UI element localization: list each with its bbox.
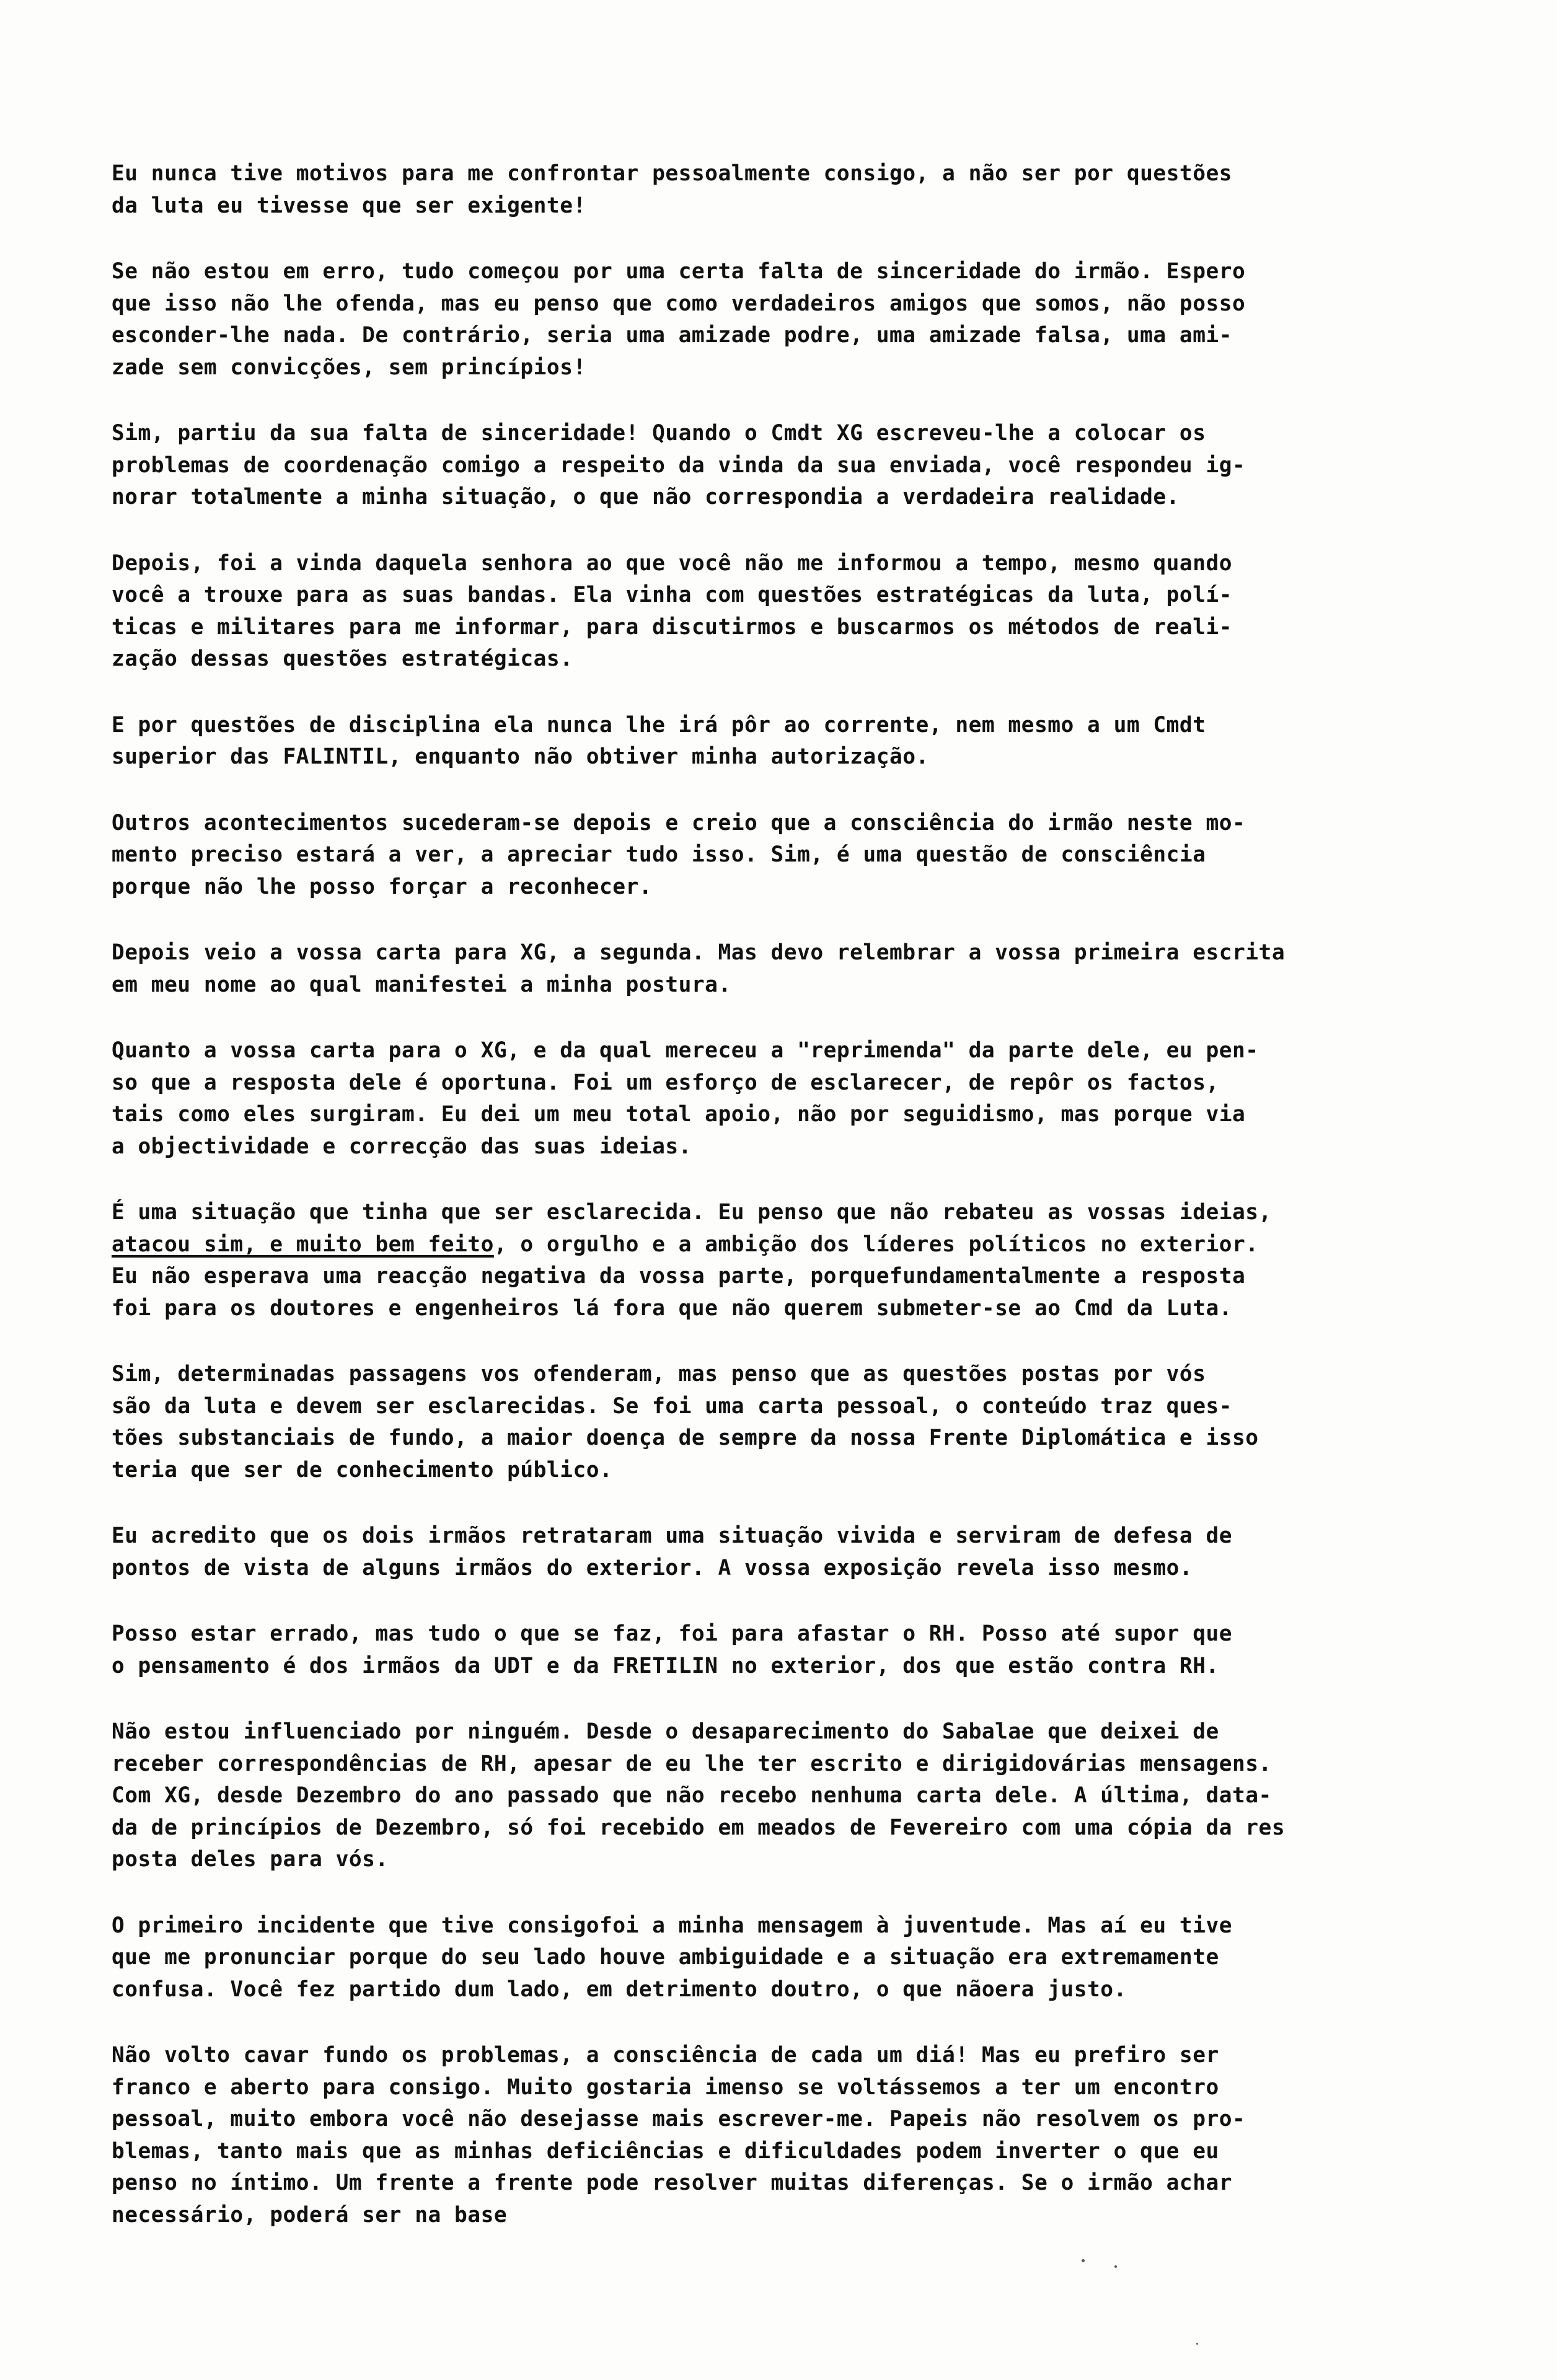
text-line: O primeiro incidente que tive consigofoi a minha mensagem à juventude. Mas aí eu tive <box>112 1913 1233 1938</box>
text-line: superior das FALINTIL, enquanto não obtiver minha autorização. <box>112 744 929 769</box>
text-line: Eu nunca tive motivos para me confrontar pessoalmente consigo, a não ser por questões <box>112 161 1233 186</box>
letter-body <box>112 158 1469 2265</box>
text-line: Posso estar errado, mas tudo o que se faz, foi para afastar o RH. Posso até supor que <box>112 1621 1233 1646</box>
paragraph <box>112 418 1469 514</box>
text-line: Não volto cavar fundo os problemas, a consciência de cada um diá! Mas eu prefiro ser <box>112 2043 1219 2068</box>
text-line: receber correspondências de RH, apesar de eu lhe ter escrito e dirigidovárias mensagens. <box>112 1751 1272 1776</box>
paragraph <box>112 548 1469 676</box>
text-line: Sim, determinadas passagens vos ofenderam, mas penso que as questões postas por vós <box>112 1362 1206 1386</box>
text-line: franco e aberto para consigo. Muito gostaria imenso se voltássemos a ter um encontro <box>112 2074 1219 2100</box>
paragraph <box>112 256 1469 384</box>
paragraph <box>112 808 1469 904</box>
text-line: Depois, foi a vinda daquela senhora ao que você não me informou a tempo, mesmo quando <box>112 550 1233 576</box>
text-line: so que a resposta dele é oportuna. Foi um esforço de esclarecer, de repôr os factos, <box>112 1070 1219 1095</box>
paragraph <box>112 2040 1469 2231</box>
text-line: tões substanciais de fundo, a maior doença de sempre da nossa Frente Diplomática e isso <box>112 1426 1259 1450</box>
text-line: zação dessas questões estratégicas. <box>112 646 573 671</box>
text-line: tais como eles surgiram. Eu dei um meu total apoio, não por seguidismo, mas porque via <box>112 1102 1246 1127</box>
text-line: posta deles para vós. <box>112 1847 389 1872</box>
text-line: pessoal, muito embora você não desejasse mais escrever-me. Papeis não resolvem os pro- <box>112 2107 1246 2131</box>
paragraph <box>112 1359 1469 1486</box>
text-line: porque não lhe posso forçar a reconhecer. <box>112 874 653 899</box>
text-line: da de princípios de Dezembro, só foi recebido em meados de Fevereiro com uma cópia da res <box>112 1815 1286 1840</box>
scan-speck <box>1082 2259 1085 2262</box>
text-line: em meu nome ao qual manifestei a minha postura. <box>112 972 731 997</box>
text-line: a objectividade e correcção das suas ideias. <box>112 1134 692 1159</box>
paragraph <box>112 1716 1469 1876</box>
scan-speck <box>1114 2265 1117 2268</box>
text-line-rest: , o orgulho e a ambição dos líderes políticos no exterior. <box>493 1232 1259 1257</box>
text-line: foi para os doutores e engenheiros lá fora que não querem submeter-se ao Cmd da Luta. <box>112 1295 1233 1321</box>
text-line: Sim, partiu da sua falta de sinceridade! Quando o Cmdt XG escreveu-lhe a colocar os <box>112 421 1206 446</box>
text-line: Quanto a vossa carta para o XG, e da qual mereceu a "reprimenda" da parte dele, eu pen- <box>112 1038 1259 1063</box>
text-line: norar totalmente a minha situação, o que não correspondia a verdadeira realidade. <box>112 485 1180 509</box>
text-line: Depois veio a vossa carta para XG, a segunda. Mas devo relembrar a vossa primeira escrita <box>112 940 1286 965</box>
text-line: blemas, tanto mais que as minhas deficiências e dificuldades podem inverter o que eu <box>112 2138 1219 2164</box>
text-line: Não estou influenciado por ninguém. Desde o desaparecimento do Sabalae que deixei de <box>112 1719 1219 1744</box>
text-line: E por questões de disciplina ela nunca lhe irá pôr ao corrente, nem mesmo a um Cmdt <box>112 712 1206 738</box>
text-line: confusa. Você fez partido dum lado, em detrimento doutro, o que nãoera justo. <box>112 1977 1127 2002</box>
underlined-phrase: atacou sim, e muito bem feito <box>112 1232 494 1257</box>
text-line: pontos de vista de alguns irmãos do exterior. A vossa exposição revela isso mesmo. <box>112 1555 1193 1580</box>
paragraph <box>112 1520 1469 1584</box>
paragraph <box>112 710 1469 774</box>
text-line: esconder-lhe nada. De contrário, seria uma amizade podre, uma amizade falsa, uma ami- <box>112 323 1233 348</box>
text-line-with-underline <box>112 1229 1469 1261</box>
text-line: Com XG, desde Dezembro do ano passado que não recebo nenhuma carta dele. A última, data- <box>112 1783 1272 1808</box>
text-line: Eu acredito que os dois irmãos retrataram uma situação vivida e serviram de defesa de <box>112 1523 1233 1548</box>
text-line: penso no íntimo. Um frente a frente pode resolver muitas diferenças. Se o irmão achar <box>112 2171 1233 2195</box>
text-line: Se não estou em erro, tudo começou por uma certa falta de sinceridade do irmão. Espero <box>112 259 1246 284</box>
text-line: teria que ser de conhecimento público. <box>112 1457 613 1483</box>
text-line: que isso não lhe ofenda, mas eu penso que como verdadeiros amigos que somos, não posso <box>112 291 1246 316</box>
paragraph <box>112 1910 1469 2006</box>
text-line: Eu não esperava uma reacção negativa da vossa parte, porquefundamentalmente a resposta <box>112 1264 1246 1289</box>
text-line: necessário, poderá ser na base <box>112 2202 508 2228</box>
text-line: problemas de coordenação comigo a respeito da vinda da sua enviada, você respondeu ig- <box>112 452 1246 478</box>
paragraph <box>112 1618 1469 1682</box>
text-line: zade sem convicções, sem princípios! <box>112 355 586 380</box>
paragraph <box>112 1197 1469 1324</box>
text-line: você a trouxe para as suas bandas. Ela vinha com questões estratégicas da luta, polí- <box>112 583 1233 607</box>
text-line: mento preciso estará a ver, a apreciar tudo isso. Sim, é uma questão de consciência <box>112 842 1206 867</box>
scan-speck <box>1196 2343 1198 2345</box>
text-line: que me pronunciar porque do seu lado houve ambiguidade e a situação era extremamente <box>112 1945 1219 1970</box>
text-line: ticas e militares para me informar, para discutirmos e buscarmos os métodos de reali- <box>112 614 1233 640</box>
text-line: o pensamento é dos irmãos da UDT e da FRETILIN no exterior, dos que estão contra RH. <box>112 1653 1219 1678</box>
paragraph <box>112 937 1469 1001</box>
paragraph <box>112 158 1469 222</box>
text-line: da luta eu tivesse que ser exigente! <box>112 193 586 218</box>
text-line: É uma situação que tinha que ser esclarecida. Eu penso que não rebateu as vossas ideias, <box>112 1200 1272 1225</box>
text-line: são da luta e devem ser esclarecidas. Se foi uma carta pessoal, o conteúdo traz ques- <box>112 1393 1233 1419</box>
paragraph <box>112 1035 1469 1163</box>
text-line: Outros acontecimentos sucederam-se depois e creio que a consciência do irmão neste mo- <box>112 810 1246 835</box>
